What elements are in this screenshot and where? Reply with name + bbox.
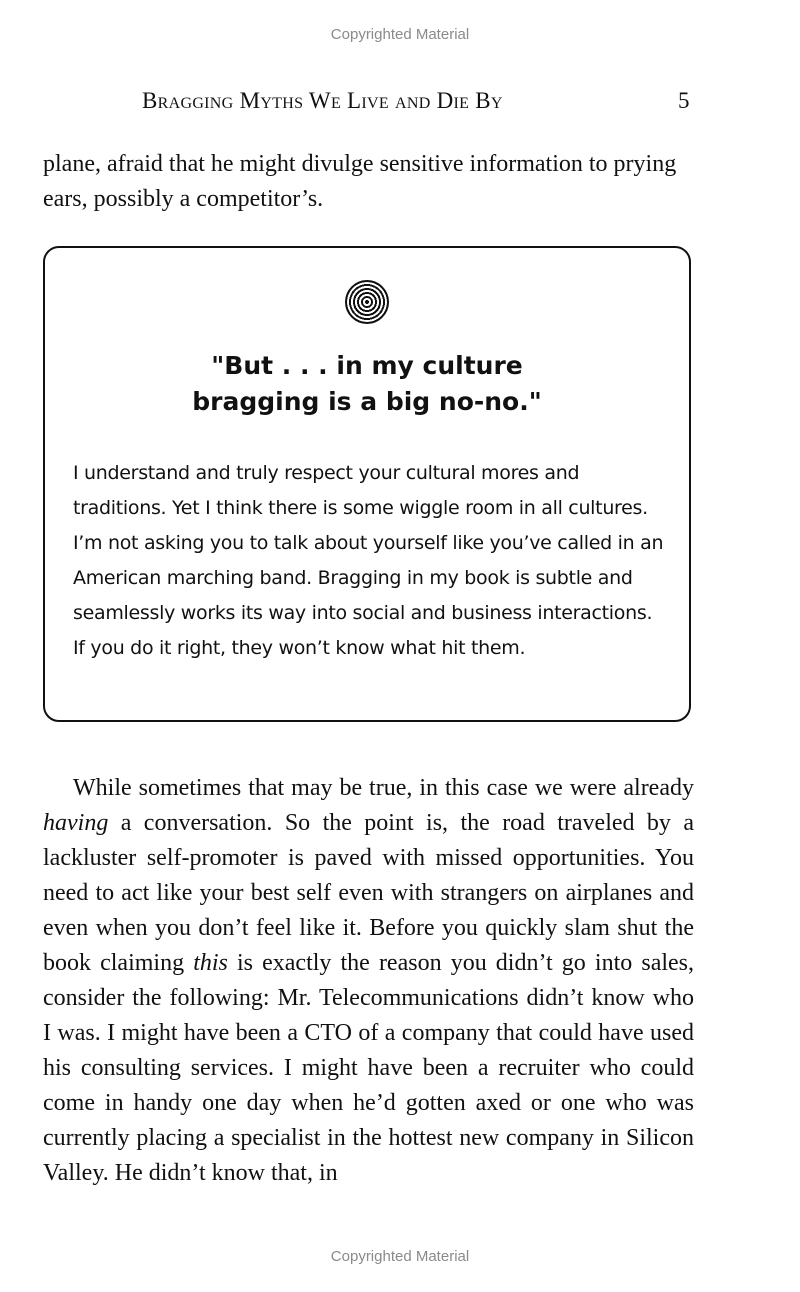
main-paragraph-text-3: is exactly the reason you didn’t go into sales, consider the following: Mr. Telecommunications didn’t know who I was. I might have been a CTO of a company that could have used his consulting services. I might have been a recruiter who could come in handy one day when he’d gotten axed or one who was currently placing a specialist in the hottest new company in Silicon Valley. He didn’t know that, in bbox=[43, 950, 695, 1186]
continued-paragraph: plane, afraid that he might divulge sensitive information to prying ears, possibly a competitor’s. bbox=[43, 151, 677, 212]
callout-body-text: I understand and truly respect your cultural mores and traditions. Yet I think there is some wiggle room in all cultures. I’m not asking you to talk about yourself like you’ve called in an American marching band. Bragging in my book is subtle and seamlessly works its way into social and business interactions. If you do it right, they won’t know what hit them. bbox=[73, 462, 664, 659]
main-paragraph-emphasis-1: having bbox=[43, 810, 109, 836]
callout-title bbox=[45, 348, 689, 420]
sidebar-callout-box bbox=[43, 246, 691, 722]
main-paragraph-emphasis-2: this bbox=[193, 950, 228, 976]
copyright-watermark-bottom: Copyrighted Material bbox=[330, 1248, 470, 1265]
concentric-circles-icon bbox=[345, 280, 389, 324]
main-paragraph bbox=[43, 771, 694, 1191]
callout-title-line-2: bragging is a big no-no." bbox=[192, 387, 542, 416]
callout-title-line-1: "But . . . in my culture bbox=[211, 351, 523, 380]
page-number: 5 bbox=[678, 88, 690, 113]
running-header-title: Bragging Myths We Live and Die By bbox=[142, 88, 503, 113]
main-paragraph-text-2: a conversation. So the point is, the road traveled by a lackluster self-promoter is paved with missed opportunities. You need to act like your best self even with strangers on airplanes and even when you don’t feel like it. Before you quickly slam shut the book claiming bbox=[43, 810, 694, 976]
main-paragraph-text-1: While sometimes that may be true, in this case we were already bbox=[73, 775, 694, 801]
copyright-watermark-top: Copyrighted Material bbox=[330, 26, 470, 43]
